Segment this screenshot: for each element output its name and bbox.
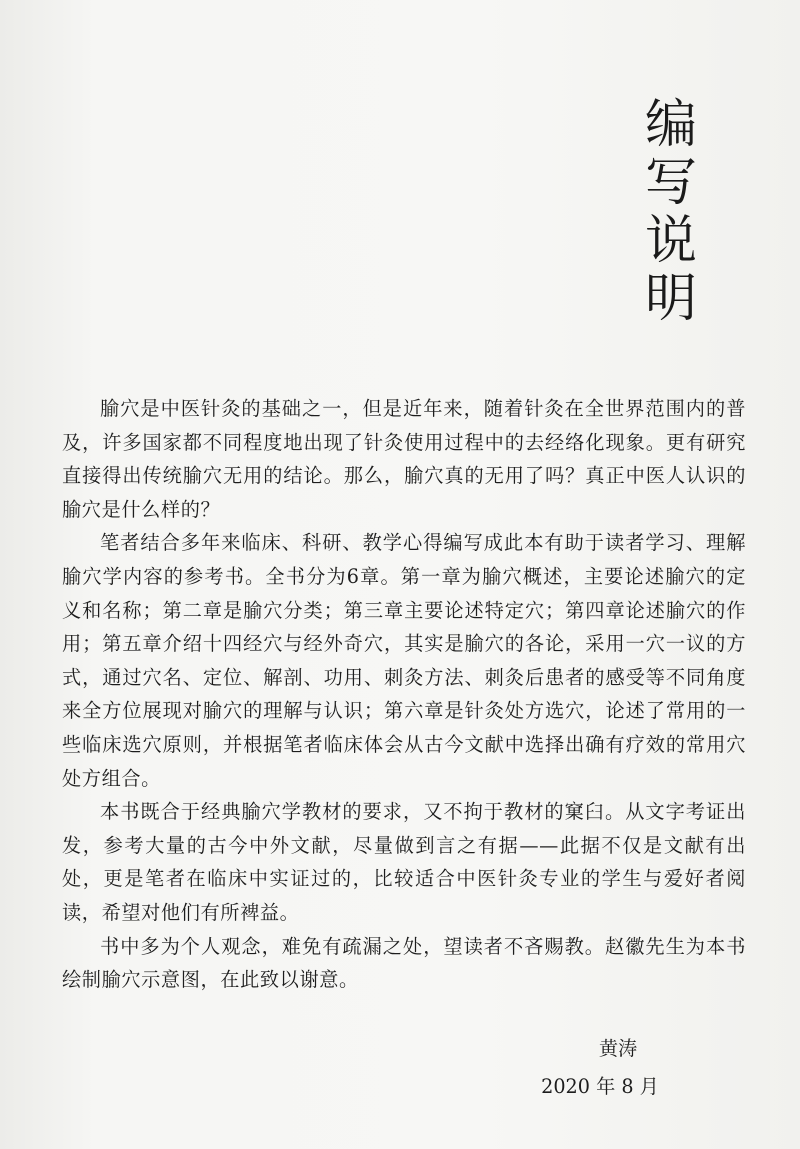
preface-body — [62, 392, 746, 997]
paragraph-2: 笔者结合多年来临床、科研、教学心得编写成此本有助于读者学习、理解腧穴学内容的参考书。全书分为6章。第一章为腧穴概述，主要论述腧穴的定义和名称；第二章是腧穴分类；第三章主要论述特定穴；第四章论述腧穴的作用；第五章介绍十四经穴与经外奇穴，其实是腧穴的各论，采用一穴一议的方式，通过穴名、定位、解剖、功用、刺灸方法、刺灸后患者的感受等不同角度来全方位展现对腧穴的理解与认识；第六章是针灸处方选穴，论述了常用的一些临床选穴原则，并根据笔者临床体会从古今文献中选择出确有疗效的常用穴处方组合。 — [62, 531, 746, 790]
signature-block — [520, 1030, 680, 1106]
paragraph-4: 书中多为个人观念，难免有疏漏之处，望读者不吝赐教。赵徽先生为本书绘制腧穴示意图，在此致以谢意。 — [62, 934, 746, 992]
page-title: 编写说明 — [644, 95, 697, 329]
signature-date: 2020 年 8 月 — [541, 1075, 659, 1098]
author-name: 黄涛 — [598, 1037, 638, 1060]
paragraph-3: 本书既合于经典腧穴学教材的要求，又不拘于教材的窠臼。从文字考证出发，参考大量的古今中外文献，尽量做到言之有据——此据不仅是文献有出处，更是笔者在临床中实证过的，比较适合中医针灸专业的学生与爱好者阅读，希望对他们有所裨益。 — [62, 800, 746, 924]
paragraph-1: 腧穴是中医针灸的基础之一，但是近年来，随着针灸在全世界范围内的普及，许多国家都不同程度地出现了针灸使用过程中的去经络化现象。更有研究直接得出传统腧穴无用的结论。那么，腧穴真的无用了吗？真正中医人认识的腧穴是什么样的？ — [62, 397, 746, 521]
